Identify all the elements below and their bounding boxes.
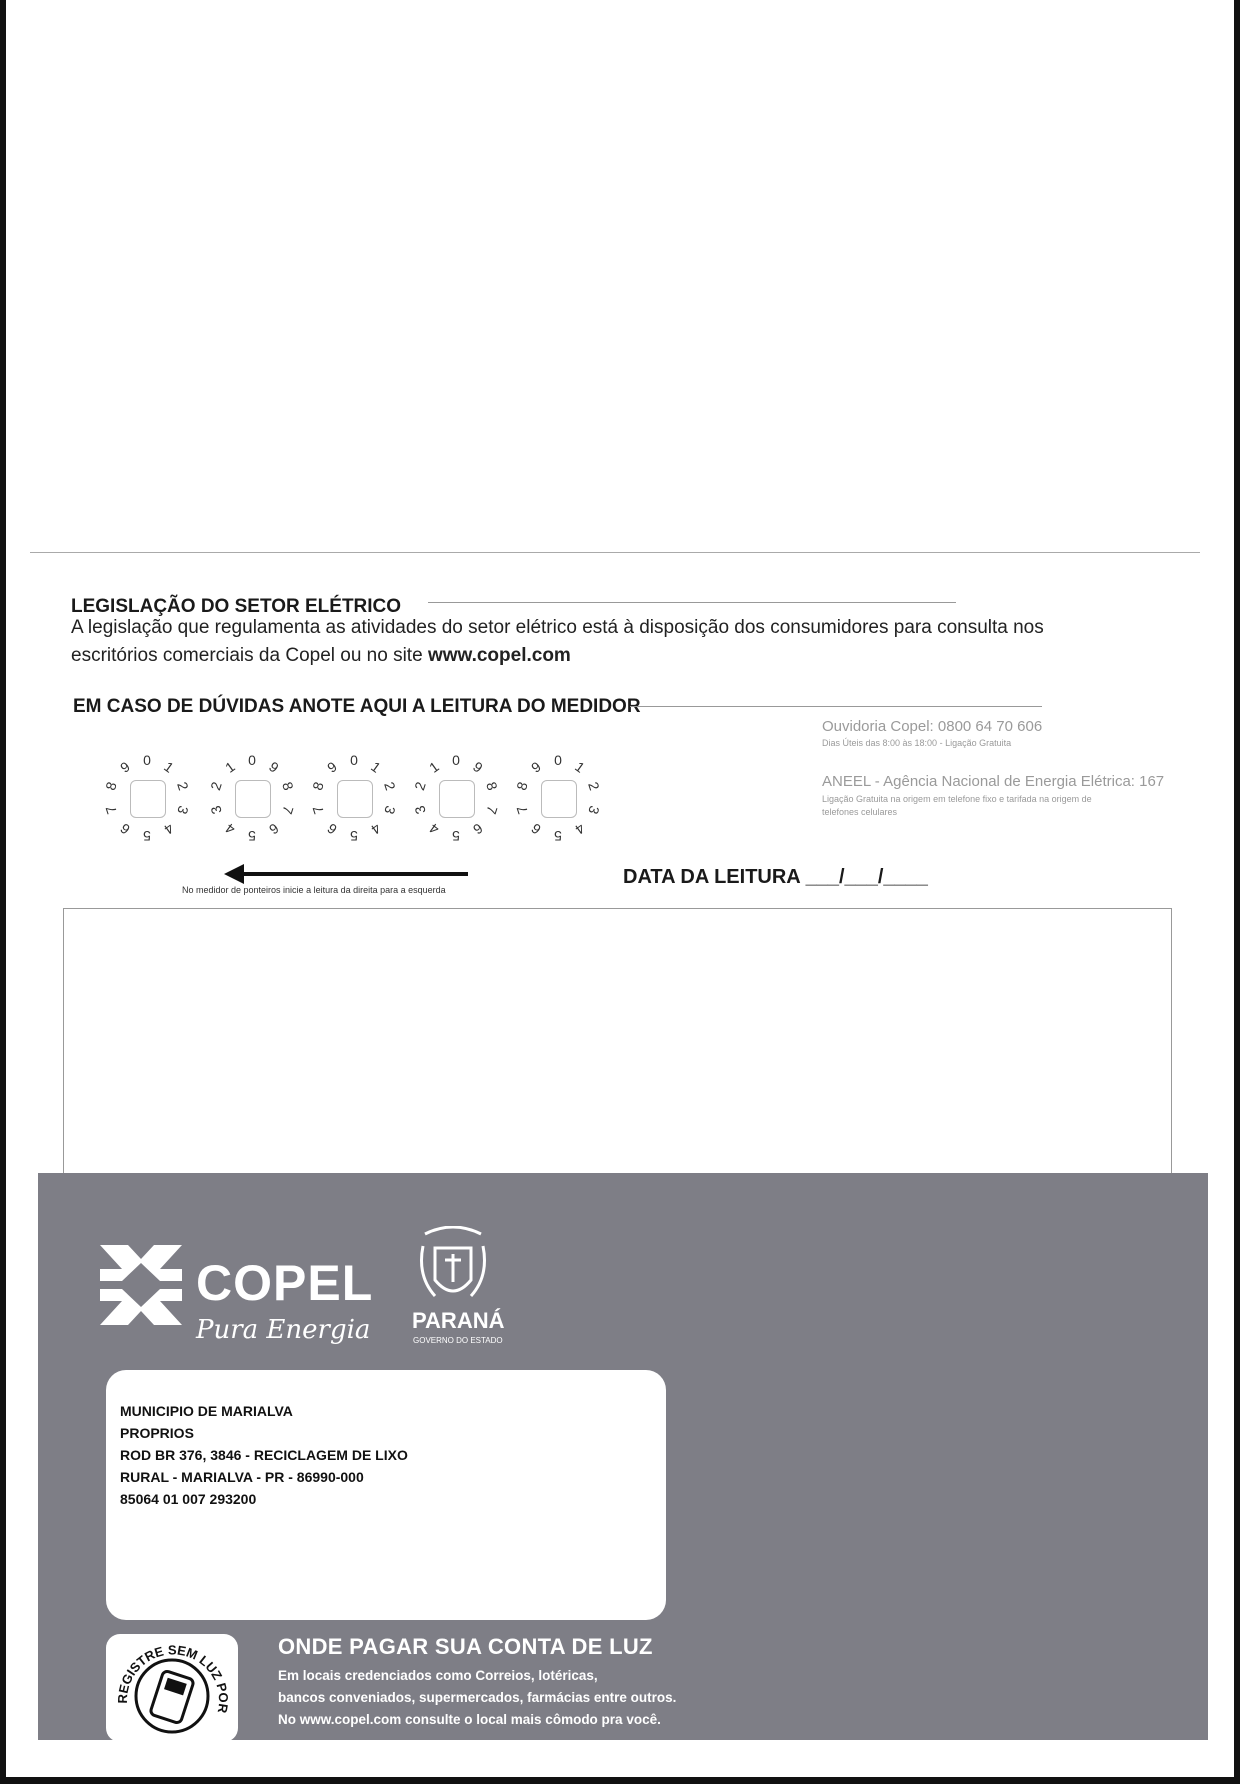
legislacao-text: [71, 614, 1171, 670]
payment-line-3: No www.copel.com consulte o local mais cômodo pra você.: [278, 1712, 661, 1727]
meter-dial-digit: 9: [266, 758, 283, 777]
meter-dial-digit: 9: [323, 758, 340, 777]
meter-dial-center: [235, 780, 271, 818]
address-line-1: MUNICIPIO DE MARIALVA: [120, 1403, 293, 1419]
meter-dial-digit: 0: [248, 752, 256, 768]
meter-dial: [101, 752, 193, 844]
legislacao-title: LEGISLAÇÃO DO SETOR ELÉTRICO: [71, 596, 402, 617]
meter-dial-digit: 2: [381, 780, 399, 793]
meter-dial-digit: 8: [102, 780, 120, 793]
meter-dial-digit: 3: [411, 803, 429, 816]
meter-dial-digit: 8: [483, 780, 501, 793]
aneel-note-line2: telefones celulares: [822, 807, 898, 817]
meter-dial-digit: 5: [554, 828, 562, 844]
meter-dial-digit: 0: [350, 752, 358, 768]
address-window: [106, 1370, 666, 1620]
meter-dial: [308, 752, 400, 844]
meter-dial-digit: 4: [161, 819, 178, 838]
meter-dial-digit: 7: [102, 803, 120, 816]
copel-brand-name: COPEL: [196, 1255, 374, 1311]
meter-dial-digit: 2: [585, 780, 603, 793]
meter-dial-digit: 2: [207, 780, 225, 793]
ouvidoria-phone: Ouvidoria Copel: 0800 64 70 606: [822, 718, 1043, 735]
scan-border-right: [1234, 0, 1240, 1784]
reading-instruction: No medidor de ponteiros inicie a leitura da direita para a esquerda: [182, 885, 446, 895]
meter-dial-digit: 8: [279, 780, 297, 793]
reading-date-label: DATA DA LEITURA ___/___/____: [623, 866, 928, 888]
address-line-2: PROPRIOS: [120, 1425, 194, 1441]
fold-line: [30, 552, 1200, 553]
copel-site-link[interactable]: www.copel.com: [427, 645, 571, 666]
meter-dial-digit: 5: [143, 828, 151, 844]
parana-government: GOVERNO DO ESTADO: [413, 1336, 503, 1345]
meter-dial-digit: 6: [527, 819, 544, 838]
meter-dial-digit: 3: [381, 803, 399, 816]
meter-dial-digit: 4: [221, 819, 238, 838]
meter-dial-digit: 8: [513, 780, 531, 793]
meter-dial-center: [337, 780, 373, 818]
sms-badge: [106, 1634, 238, 1742]
meter-dial-digit: 5: [248, 828, 256, 844]
left-arrow-icon: [224, 864, 244, 884]
address-line-5: 85064 01 007 293200: [120, 1491, 257, 1507]
meter-dial: [206, 752, 298, 844]
meter-dial-center: [130, 780, 166, 818]
meter-dial: [410, 752, 502, 844]
address-line-3: ROD BR 376, 3846 - RECICLAGEM DE LIXO: [120, 1447, 408, 1463]
meter-dial-digit: 1: [368, 758, 385, 777]
sms-badge-text: REGISTRE SEM LUZ POR: [114, 1642, 232, 1715]
notes-box: [63, 908, 1172, 1174]
meter-dial-digit: 6: [323, 819, 340, 838]
meter-dial-center: [439, 780, 475, 818]
meter-dial-digit: 7: [279, 803, 297, 816]
meter-dial-digit: 1: [425, 758, 442, 777]
meter-dial-digit: 9: [470, 758, 487, 777]
meter-dial-digit: 0: [554, 752, 562, 768]
parana-crest-icon: [415, 1226, 491, 1310]
meter-dial-digit: 2: [411, 780, 429, 793]
ouvidoria-hours: Dias Úteis das 8:00 às 18:00 - Ligação Gratuita: [822, 738, 1012, 748]
aneel-note-line1: Ligação Gratuita na origem em telefone fixo e tarifada na origem de: [822, 794, 1092, 804]
meter-dial-digit: 4: [425, 819, 442, 838]
meter-dial-digit: 7: [309, 803, 327, 816]
payment-line-1: Em locais credenciados como Correios, lotéricas,: [278, 1668, 598, 1683]
meter-dial-digit: 3: [207, 803, 225, 816]
copel-logo-icon: [100, 1245, 182, 1325]
payment-line-2: bancos conveniados, supermercados, farmácias entre outros.: [278, 1690, 677, 1705]
meter-dial-digit: 5: [452, 828, 460, 844]
meter-dial: [512, 752, 604, 844]
meter-dial-digit: 7: [483, 803, 501, 816]
meter-dial-digit: 9: [527, 758, 544, 777]
payment-title: ONDE PAGAR SUA CONTA DE LUZ: [278, 1634, 653, 1659]
meter-dial-digit: 6: [266, 819, 283, 838]
meter-dial-digit: 3: [174, 803, 192, 816]
meter-dial-digit: 4: [572, 819, 589, 838]
leitura-title: EM CASO DE DÚVIDAS ANOTE AQUI A LEITURA DO MEDIDOR: [73, 696, 641, 717]
aneel-phone: ANEEL - Agência Nacional de Energia Elétrica: 167: [822, 773, 1165, 790]
legislacao-title-rule: [428, 602, 956, 603]
left-arrow-shaft: [242, 872, 468, 876]
meter-dial-digit: 0: [452, 752, 460, 768]
meter-dial-digit: 5: [350, 828, 358, 844]
meter-dial-digit: 1: [161, 758, 178, 777]
meter-dial-digit: 2: [174, 780, 192, 793]
meter-dial-digit: 8: [309, 780, 327, 793]
legislacao-text-line1: A legislação que regulamenta as atividades do setor elétrico está à disposição dos consumidores para consulta nos: [71, 617, 1044, 638]
sms-badge-icon: [106, 1634, 238, 1742]
address-line-4: RURAL - MARIALVA - PR - 86990-000: [120, 1469, 364, 1485]
leitura-title-rule: [630, 706, 1042, 707]
parana-name: PARANÁ: [412, 1308, 505, 1333]
scan-border-left: [0, 0, 6, 1784]
meter-dial-digit: 0: [143, 752, 151, 768]
meter-dial-digit: 6: [470, 819, 487, 838]
meter-dial-digit: 1: [572, 758, 589, 777]
meter-dial-digit: 6: [116, 819, 133, 838]
meter-dial-digit: 3: [585, 803, 603, 816]
meter-dial-digit: 1: [221, 758, 238, 777]
meter-dial-digit: 7: [513, 803, 531, 816]
legislacao-text-line2: escritórios comerciais da Copel ou no site: [71, 645, 428, 666]
meter-dial-center: [541, 780, 577, 818]
copel-slogan: Pura Energia: [196, 1315, 371, 1345]
meter-dial-digit: 4: [368, 819, 385, 838]
scan-border-bottom: [0, 1777, 1240, 1784]
meter-dial-digit: 9: [116, 758, 133, 777]
